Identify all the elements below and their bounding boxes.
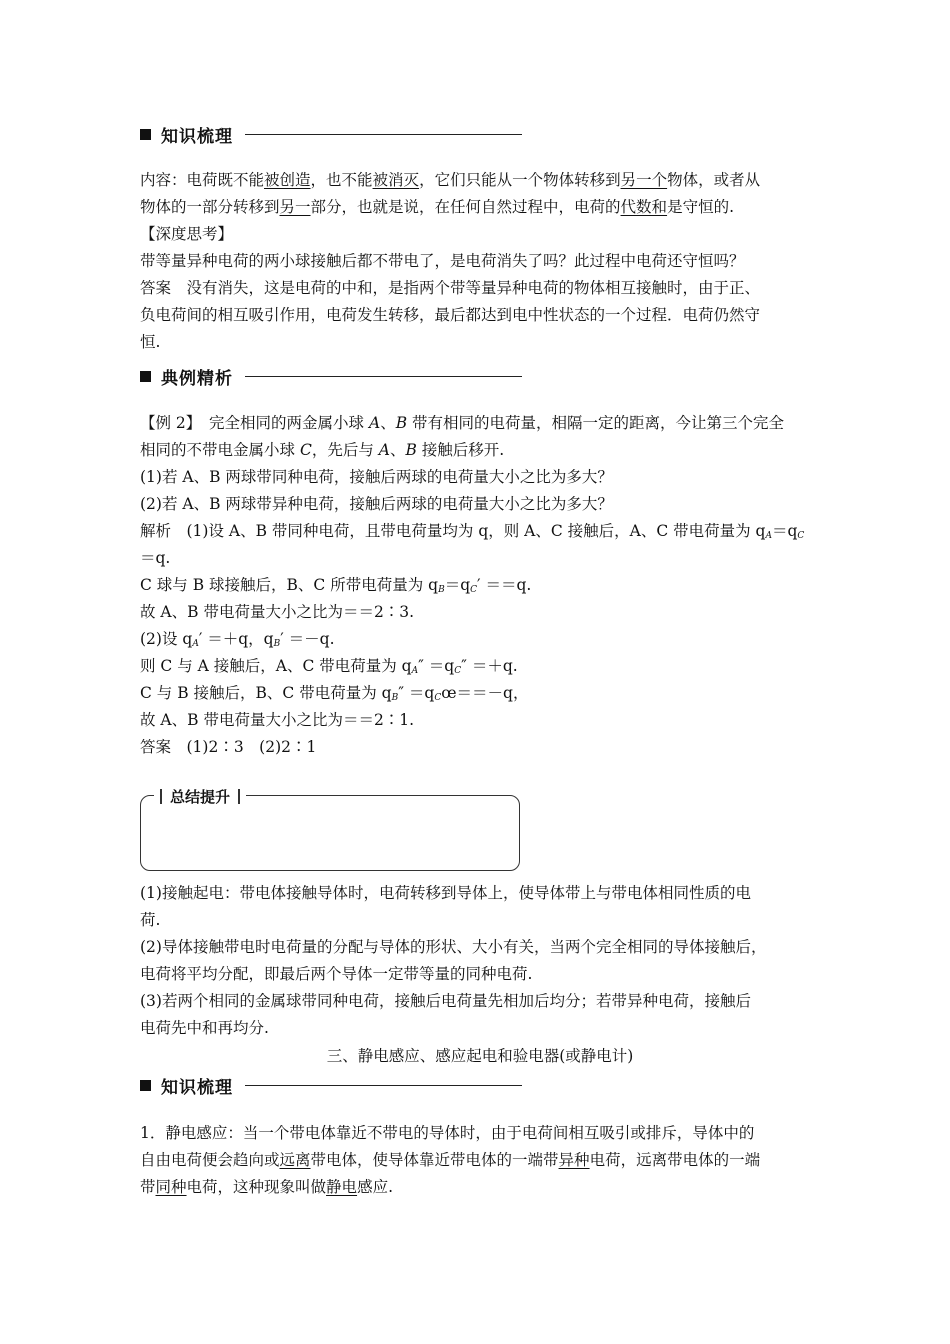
text: ″ ＝＋q. [461,657,518,675]
var: A [368,414,381,432]
square-bullet-icon [140,371,151,382]
blank-answer: 远离 [279,1151,311,1169]
section-heading-knowledge-1 [140,121,522,147]
text: ，先后与 [311,441,379,459]
summary-line: 电荷先中和再均分. [140,1019,269,1037]
heading-rule [245,134,522,135]
solution-line: 故 A、B 带电荷量大小之比为＝＝2∶1. [140,711,415,729]
summary-box [140,787,520,871]
summary-content [140,880,820,1042]
title-bar-right [238,789,240,804]
text: ″ ＝q [398,684,435,702]
solution-line [140,653,820,680]
subscript: C [470,585,478,595]
var: B [405,441,417,459]
answer-line: 答案 没有消失，这是电荷的中和，是指两个带等量异种电荷的物体相互接触时，由于正、 [140,279,761,297]
text-line [140,194,820,221]
blank-answer: 被消灭 [372,171,420,189]
heading-text: 知识梳理 [161,1077,233,1098]
summary-line: (2)导体接触带电时电荷量的分配与导体的形状、大小有关，当两个完全相同的导体接触后， [140,938,767,956]
text: ，也不能 [310,171,373,189]
text: C 与 B 接触后，B、C 带电荷量为 q [140,684,392,702]
summary-line: 荷. [140,911,161,929]
subscript: C [797,531,805,541]
text: ′ ＝＋q，q [198,630,274,648]
summary-title: 总结提升 [170,787,231,806]
text: 带有相同的电荷量，相隔一定的距离，今让第三个完全 [407,414,785,432]
var: A [378,441,390,459]
example-label: 【例 2】 [140,414,194,432]
heading-rule [245,1085,522,1086]
text: (2)设 q [140,630,193,648]
solution-line [140,572,820,599]
text: ＝q [444,576,471,594]
blank-answer: 代数和 [620,198,668,216]
question-2: (2)若 A、B 两球带异种电荷，接触后两球的电荷量大小之比为多大？ [140,495,613,513]
knowledge-content-1 [140,167,820,356]
solution-line [140,626,820,653]
subscript: C [454,666,462,676]
text: 带电体，使导体靠近带电体的一端带 [310,1151,559,1169]
text-line [140,437,820,464]
summary-line: (3)若两个相同的金属球带同种电荷，接触后电荷量先相加后均分；若带异种电荷，接触后 [140,992,751,1010]
blank-answer: 另一个 [620,171,668,189]
text: ＝q [771,522,798,540]
text: 、 [389,441,406,459]
summary-line: (1)接触起电：带电体接触导体时，电荷转移到导体上，使导体带上与带电体相同性质的电 [140,884,751,902]
text: 相同的不带电金属小球 [140,441,300,459]
subscript: B [438,585,445,595]
text: 物体的一部分转移到 [140,198,280,216]
answer-line: 恒. [140,333,161,351]
solution-line [140,680,820,707]
solution-line: 故 A、B 带电荷量大小之比为＝＝2∶3. [140,603,415,621]
blank-answer: 异种 [558,1151,590,1169]
heading-text: 典例精析 [161,368,233,389]
heading-rule [245,376,522,377]
example-problem [140,410,820,761]
text: 则 C 与 A 接触后，A、C 带电荷量为 q [140,657,412,675]
frame-gap [517,819,523,841]
text: 内容：电荷既不能 [140,171,265,189]
blank-answer: 同种 [155,1178,187,1196]
text: ′ ＝－q. [280,630,335,648]
text: 物体，或者从 [667,171,761,189]
text: ′ ＝＝q. [477,576,532,594]
frame-tick [519,819,520,841]
section-heading-knowledge-3 [140,1072,522,1098]
text: ，它们只能从一个物体转移到 [419,171,621,189]
text: 、 [380,414,396,432]
text: 电荷，远离带电体的一端 [589,1151,761,1169]
question-1: (1)若 A、B 两球带同种电荷，接触后两球的电荷量大小之比为多大？ [140,468,613,486]
summary-title-wrap [154,786,246,806]
text: 自由电荷便会趋向或 [140,1151,280,1169]
text: 带 [140,1178,156,1196]
heading-text: 知识梳理 [161,126,233,147]
text: 完全相同的两金属小球 [193,414,369,432]
subscript: B [391,693,399,703]
text: 是守恒的. [667,198,734,216]
answer-line: 答案 (1)2∶3 (2)2∶1 [140,738,317,756]
blank-answer: 静电 [326,1178,358,1196]
blank-answer: 被创造 [264,171,311,189]
knowledge-content-3 [140,1120,820,1201]
text: 部分，也就是说，在任何自然过程中，电荷的 [310,198,621,216]
title-bar-left [160,789,162,804]
blank-answer: 另一 [279,198,311,216]
text: C 球与 B 球接触后，B、C 所带电荷量为 q [140,576,439,594]
deep-thinking-question: 带等量异种电荷的两小球接触后都不带电了，是电荷消失了吗？此过程中电荷还守恒吗？ [140,252,745,270]
deep-thinking-label: 【深度思考】 [140,225,234,243]
text-line: 1．静电感应：当一个带电体靠近不带电的导体时，由于电荷间相互吸引或排斥，导体中的 [140,1124,755,1142]
text-line [140,410,820,437]
text: 感应. [357,1178,393,1196]
frame-tick [140,819,141,841]
subscript: C [434,693,442,703]
text: 接触后移开. [416,441,505,459]
text-line [140,1147,820,1174]
answer-line: 负电荷间的相互吸引作用，电荷发生转移，最后都达到电中性状态的一个过程．电荷仍然守 [140,306,761,324]
text: ″ ＝q [418,657,455,675]
text-line [140,167,820,194]
text: 解析 (1)设 A、B 带同种电荷，且带电荷量均为 q，则 A、C 接触后，A、C 带电荷量为 q [140,522,766,540]
subscript: A [192,639,199,649]
section-heading-example [140,363,522,389]
summary-line: 电荷将平均分配，即最后两个导体一定带等量的同种电荷. [140,965,533,983]
var: C [299,441,312,459]
solution-line [140,518,820,545]
section-3-title: 三、静电感应、感应起电和验电器(或静电计) [326,1047,634,1065]
text: œ＝＝－q， [441,684,529,702]
text: 电荷，这种现象叫做 [186,1178,327,1196]
square-bullet-icon [140,1080,151,1091]
subscript: B [273,639,281,649]
subscript: A [765,531,772,541]
var: B [395,414,408,432]
subscript: A [411,666,419,676]
text-line [140,1174,820,1201]
square-bullet-icon [140,129,151,140]
solution-line: ＝q. [140,549,171,567]
